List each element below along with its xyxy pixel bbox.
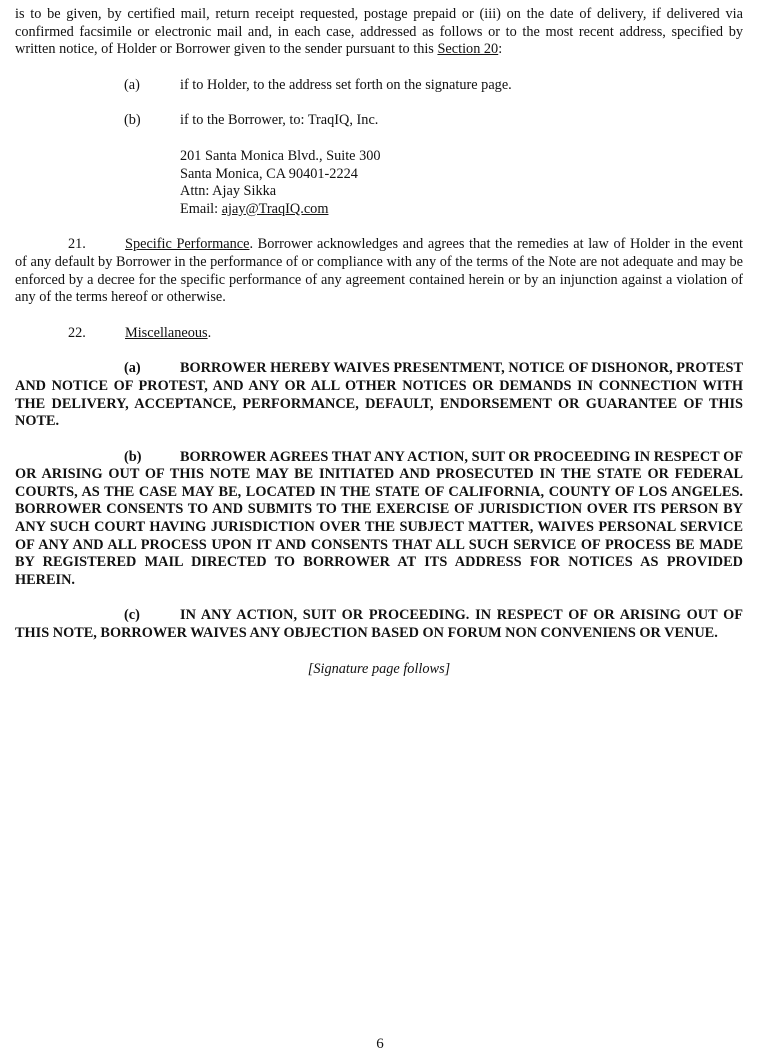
intro-colon: : (498, 41, 503, 58)
notice-item-label: (b) (124, 112, 141, 129)
address-line-attn: Attn: Ajay Sikka (180, 183, 277, 200)
notice-item-text: if to Holder, to the address set forth on the signature page. (180, 76, 512, 93)
notice-item-borrower (124, 112, 743, 130)
section-22-heading (15, 325, 743, 343)
section-21-number: 21. (68, 236, 86, 253)
address-line-email (180, 201, 743, 219)
section-22-item-text: IN ANY ACTION, SUIT OR PROCEEDING. IN RESPECT OF OR ARISING OUT OF THIS NOTE, BORROWER WAIVES ANY OBJECTION BASED ON FORUM NON CONVENIENS OR VENUE. (15, 607, 743, 642)
section-22-item-b (15, 449, 743, 590)
section-20-reference: Section 20 (437, 41, 499, 58)
notice-item-holder (124, 77, 743, 95)
section-21-text: . Borrower acknowledges and agrees that the remedies at law of Holder in the event of any default by Borrower in the performance of or compliance with any of the terms of the Note are not adequate and may be enforced by a decree for the specific performance of any agreement contained herein or by an injunction against a violation of any of the terms hereof or otherwise. (15, 236, 743, 306)
address-line-city: Santa Monica, CA 90401-2224 (180, 165, 358, 182)
section-21-title: Specific Performance (125, 236, 250, 253)
section-22-item-label: (b) (124, 448, 142, 465)
notice-item-text: if to the Borrower, to: TraqIQ, Inc. (180, 112, 379, 129)
notice-item-label: (a) (124, 76, 140, 93)
intro-text: is to be given, by certified mail, return receipt requested, postage prepaid or (iii) on the date of delivery, if delivered via confirmed facsimile or electronic mail and, in each case, addressed as follows or to the most recent address, specified by written notice, of Holder or Borrower given to the sender pursuant to this (15, 6, 743, 58)
page-number: 6 (376, 1036, 384, 1052)
section-22-item-label: (a) (124, 360, 141, 377)
section-22-item-a (15, 360, 743, 430)
section-22-title: Miscellaneous (125, 324, 208, 341)
email-label: Email: (180, 200, 222, 217)
section-22-number: 22. (68, 324, 86, 341)
signature-page-note: [Signature page follows] (307, 660, 451, 677)
address-line-street: 201 Santa Monica Blvd., Suite 300 (180, 147, 381, 164)
section-22-item-label: (c) (124, 607, 140, 624)
section-22-title-period: . (207, 324, 212, 341)
intro-paragraph (15, 6, 743, 59)
section-22-item-c (15, 607, 743, 642)
section-22-item-text: BORROWER HEREBY WAIVES PRESENTMENT, NOTICE OF DISHONOR, PROTEST AND NOTICE OF PROTEST, AND ANY OR ALL OTHER NOTICES OR DEMANDS IN CONNECTION WITH THE DELIVERY, ACCEPTANCE, PERFORMANCE, DEFAULT, ENDORSEMENT OR GUARANTEE OF THIS NOTE. (15, 360, 743, 430)
section-21-paragraph (15, 236, 743, 306)
section-22-item-text: BORROWER AGREES THAT ANY ACTION, SUIT OR PROCEEDING IN RESPECT OF OR ARISING OUT OF THIS NOTE MAY BE INITIATED AND PROSECUTED IN THE STATE OR FEDERAL COURTS, AS THE CASE MAY BE, LOCATED IN THE STATE OF CALIFORNIA, COUNTY OF LOS ANGELES. BORROWER CONSENTS TO AND SUBMITS TO THE EXERCISE OF JURISDICTION OVER ITS PERSON BY ANY SUCH COURT HAVING JURISDICTION OVER THE SUBJECT MATTER, WAIVES PERSONAL SERVICE OF ANY AND ALL PROCESS UPON IT AND CONSENTS THAT ALL SUCH SERVICE OF PROCESS BE MADE BY REGISTERED MAIL DIRECTED TO BORROWER AT ITS ADDRESS FOR NOTICES AS PROVIDED HEREIN. (15, 448, 743, 588)
email-link[interactable]: ajay@TraqIQ.com (221, 200, 329, 217)
document-page (15, 6, 743, 678)
borrower-address-block (180, 148, 743, 218)
